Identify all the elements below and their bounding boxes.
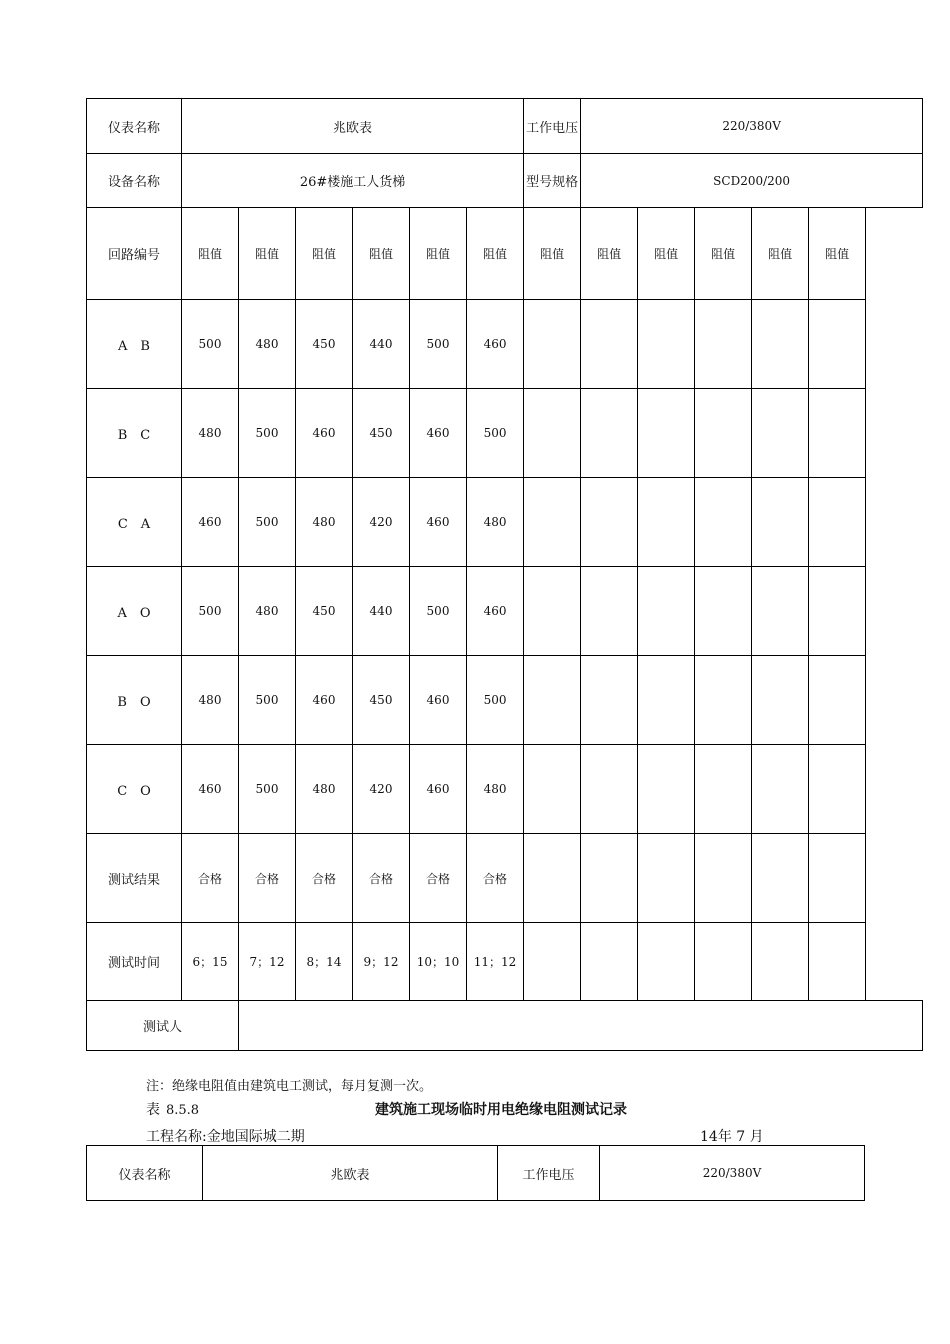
result-cell: 合格	[410, 834, 467, 923]
meter-row	[87, 99, 923, 154]
result-row	[87, 834, 923, 923]
circuit-cell	[695, 389, 752, 478]
result-cell: 合格	[239, 834, 296, 923]
meter-name-value: 兆欧表	[182, 99, 524, 154]
circuit-cell	[524, 656, 581, 745]
tester-label: 测试人	[87, 1001, 239, 1051]
circuit-cell	[752, 745, 809, 834]
circuit-cell: 500	[239, 656, 296, 745]
circuit-cell	[524, 389, 581, 478]
circuit-cell: 500	[239, 745, 296, 834]
second-record-table	[86, 1145, 865, 1201]
circuit-cell	[809, 300, 866, 389]
circuit-cell	[638, 656, 695, 745]
circuit-row	[87, 656, 923, 745]
circuit-cell	[809, 567, 866, 656]
header-cell: 阻值	[752, 208, 809, 300]
result-cell	[581, 834, 638, 923]
circuit-cell: 500	[182, 300, 239, 389]
circuit-cell: 440	[353, 300, 410, 389]
table-number-prefix: 表	[146, 1102, 160, 1118]
circuit-cell: 460	[182, 745, 239, 834]
circuit-cell: 500	[239, 478, 296, 567]
circuit-cell	[581, 656, 638, 745]
circuit-label: C A	[87, 478, 182, 567]
circuit-cell	[524, 567, 581, 656]
circuit-cell	[809, 389, 866, 478]
time-cell	[809, 923, 866, 1001]
voltage-label-2: 工作电压	[498, 1146, 600, 1201]
circuit-cell: 460	[467, 567, 524, 656]
circuit-cell	[809, 656, 866, 745]
circuit-cell: 500	[239, 389, 296, 478]
circuit-row	[87, 567, 923, 656]
circuit-cell: 500	[182, 567, 239, 656]
result-label: 测试结果	[87, 834, 182, 923]
circuit-label: A O	[87, 567, 182, 656]
circuit-row	[87, 745, 923, 834]
circuit-cell	[524, 745, 581, 834]
circuit-cell	[752, 478, 809, 567]
header-cell: 阻值	[581, 208, 638, 300]
tester-value	[239, 1001, 923, 1051]
header-cell: 阻值	[296, 208, 353, 300]
table-number-value: 8.5.8	[166, 1103, 200, 1118]
circuit-cell: 460	[410, 656, 467, 745]
circuit-cell: 450	[353, 656, 410, 745]
circuit-cell	[581, 300, 638, 389]
header-cell: 阻值	[410, 208, 467, 300]
circuit-row	[87, 389, 923, 478]
time-cell	[752, 923, 809, 1001]
result-cell	[809, 834, 866, 923]
circuit-cell: 460	[467, 300, 524, 389]
table-number	[146, 1099, 199, 1119]
time-cell	[695, 923, 752, 1001]
circuit-cell: 500	[410, 300, 467, 389]
circuit-cell: 450	[353, 389, 410, 478]
circuit-row	[87, 300, 923, 389]
result-cell	[695, 834, 752, 923]
circuit-cell	[752, 389, 809, 478]
circuit-cell: 480	[296, 478, 353, 567]
meter-name-label: 仪表名称	[87, 99, 182, 154]
circuit-cell: 480	[239, 567, 296, 656]
circuit-label: C O	[87, 745, 182, 834]
device-name-label: 设备名称	[87, 154, 182, 208]
circuit-cell: 420	[353, 478, 410, 567]
circuit-cell	[752, 656, 809, 745]
circuit-cell: 420	[353, 745, 410, 834]
circuit-cell: 480	[296, 745, 353, 834]
header-cell: 阻值	[182, 208, 239, 300]
circuit-cell	[524, 300, 581, 389]
device-row	[87, 154, 923, 208]
circuit-cell	[809, 478, 866, 567]
time-row	[87, 923, 923, 1001]
device-name-value: 26#楼施工人货梯	[182, 154, 524, 208]
circuit-cell: 460	[296, 656, 353, 745]
time-cell: 10；10	[410, 923, 467, 1001]
circuit-cell	[524, 478, 581, 567]
circuit-cell: 460	[410, 478, 467, 567]
record-date: 14年 7 月	[700, 1129, 764, 1145]
circuit-cell	[695, 656, 752, 745]
circuit-cell: 500	[467, 389, 524, 478]
circuit-cell: 480	[182, 389, 239, 478]
project-name: 工程名称:金地国际城二期	[146, 1129, 305, 1145]
circuit-cell	[581, 745, 638, 834]
circuit-cell	[752, 300, 809, 389]
circuit-cell	[638, 300, 695, 389]
result-cell: 合格	[467, 834, 524, 923]
circuit-cell: 480	[467, 478, 524, 567]
result-cell: 合格	[353, 834, 410, 923]
result-cell: 合格	[182, 834, 239, 923]
circuit-cell	[581, 478, 638, 567]
circuit-cell: 460	[410, 389, 467, 478]
time-cell: 11；12	[467, 923, 524, 1001]
header-cell: 阻值	[809, 208, 866, 300]
header-cell: 阻值	[467, 208, 524, 300]
circuit-cell: 460	[410, 745, 467, 834]
circuit-cell	[695, 300, 752, 389]
header-cell: 阻值	[638, 208, 695, 300]
circuit-cell	[695, 478, 752, 567]
time-cell	[524, 923, 581, 1001]
circuit-cell: 480	[467, 745, 524, 834]
meter-row-2	[87, 1146, 865, 1201]
circuit-cell	[638, 478, 695, 567]
circuit-cell: 500	[410, 567, 467, 656]
time-cell	[638, 923, 695, 1001]
circuit-cell	[638, 389, 695, 478]
time-cell: 8；14	[296, 923, 353, 1001]
circuit-cell	[809, 745, 866, 834]
table-title: 建筑施工现场临时用电绝缘电阻测试记录	[375, 1102, 627, 1118]
header-row	[87, 208, 923, 300]
circuit-cell	[581, 567, 638, 656]
header-cell: 阻值	[353, 208, 410, 300]
circuit-row	[87, 478, 923, 567]
header-cell: 阻值	[239, 208, 296, 300]
circuit-cell: 500	[467, 656, 524, 745]
meter-name-label-2: 仪表名称	[87, 1146, 203, 1201]
insulation-test-table	[86, 98, 923, 1051]
circuit-label: B O	[87, 656, 182, 745]
circuit-cell	[695, 567, 752, 656]
time-cell: 6；15	[182, 923, 239, 1001]
circuit-label: A B	[87, 300, 182, 389]
time-cell	[581, 923, 638, 1001]
voltage-label: 工作电压	[524, 99, 581, 154]
circuit-cell: 440	[353, 567, 410, 656]
result-cell	[638, 834, 695, 923]
circuit-cell	[752, 567, 809, 656]
circuit-label: B C	[87, 389, 182, 478]
time-cell: 9；12	[353, 923, 410, 1001]
circuit-cell: 460	[182, 478, 239, 567]
meter-name-value-2: 兆欧表	[203, 1146, 498, 1201]
footnote: 注：绝缘电阻值由建筑电工测试，每月复测一次。	[146, 1079, 433, 1094]
header-cell: 阻值	[695, 208, 752, 300]
circuit-cell: 450	[296, 567, 353, 656]
header-cell: 阻值	[524, 208, 581, 300]
time-label: 测试时间	[87, 923, 182, 1001]
circuit-cell	[638, 567, 695, 656]
circuit-cell: 450	[296, 300, 353, 389]
voltage-value: 220/380V	[581, 99, 923, 154]
model-label: 型号规格	[524, 154, 581, 208]
voltage-value-2: 220/380V	[600, 1146, 865, 1201]
tester-row	[87, 1001, 923, 1051]
header-label: 回路编号	[87, 208, 182, 300]
circuit-cell	[638, 745, 695, 834]
result-cell	[524, 834, 581, 923]
circuit-cell: 460	[296, 389, 353, 478]
circuit-cell: 480	[239, 300, 296, 389]
circuit-cell	[695, 745, 752, 834]
result-cell: 合格	[296, 834, 353, 923]
circuit-cell	[581, 389, 638, 478]
circuit-cell: 480	[182, 656, 239, 745]
model-value: SCD200/200	[581, 154, 923, 208]
time-cell: 7；12	[239, 923, 296, 1001]
result-cell	[752, 834, 809, 923]
